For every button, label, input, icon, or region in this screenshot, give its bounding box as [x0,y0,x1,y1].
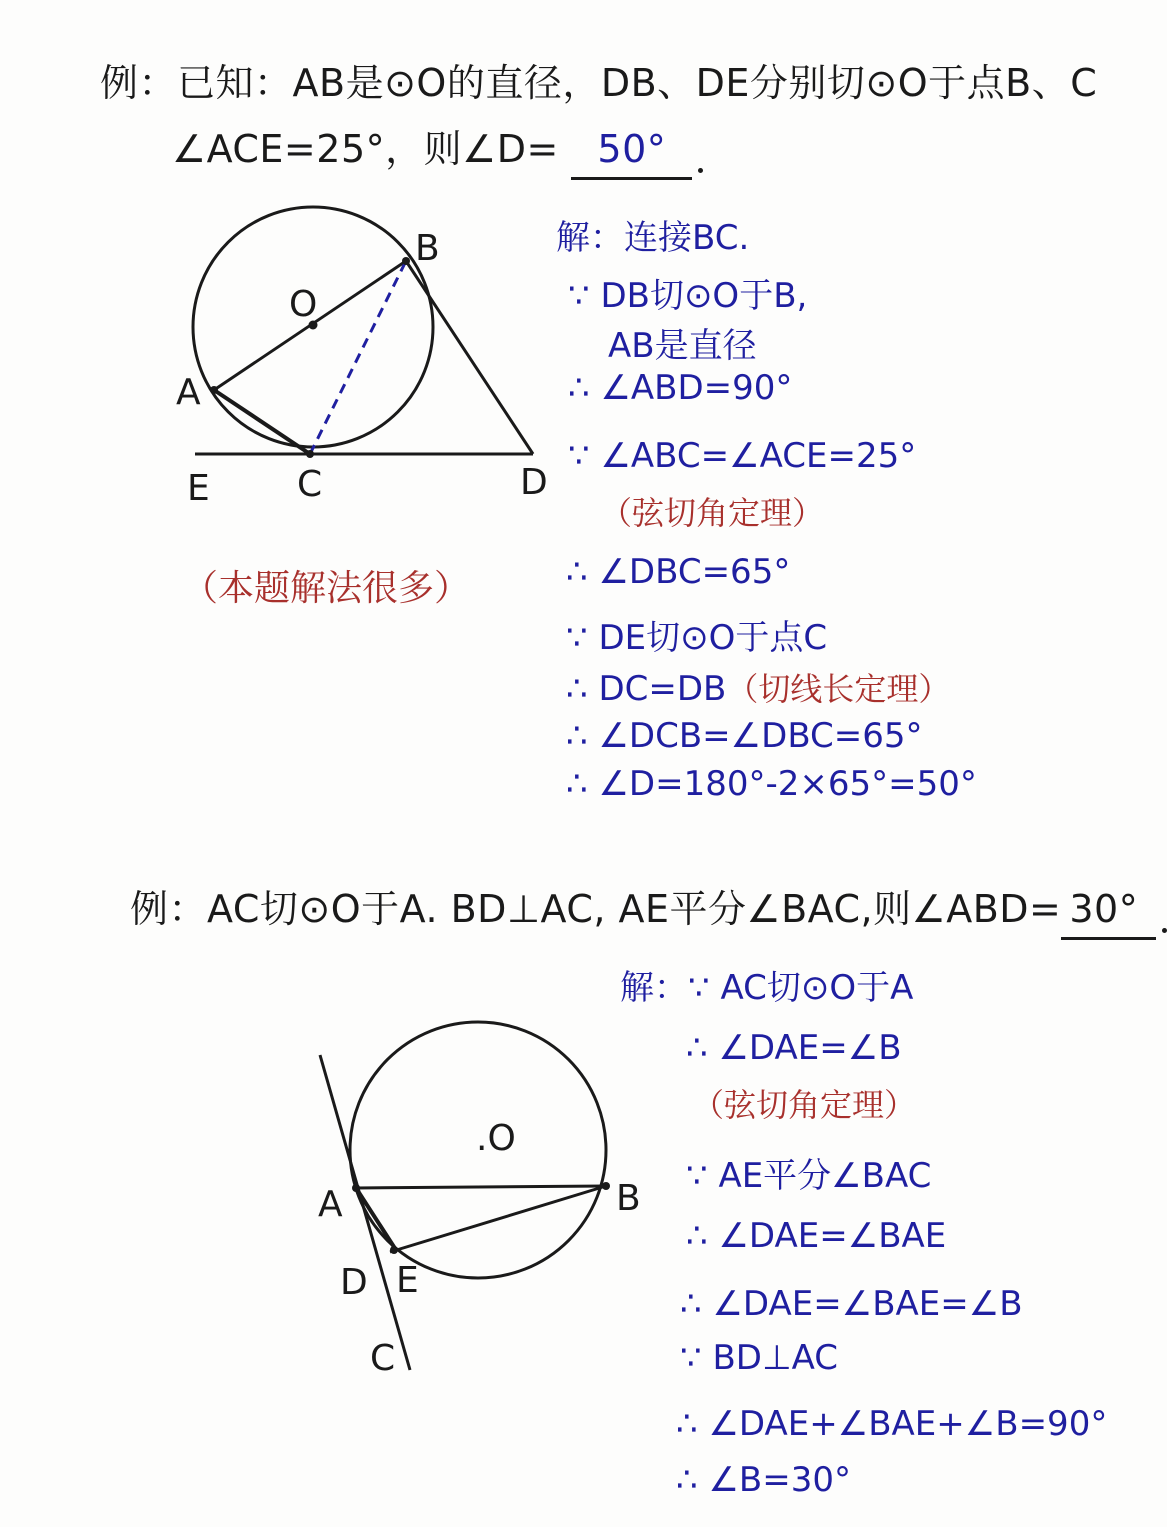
figure2 [320,1022,610,1370]
fig1-label-c: C [297,464,323,505]
fig2-label-c: C [370,1338,396,1379]
fig1-label-a: A [176,372,201,413]
ex1-step-9-reason: （切线长定理） [726,670,951,708]
ex2-step-1: 解：∵ AC切⊙O于A [620,968,914,1008]
fig1-label-o: O [289,284,318,325]
ex1-step-6: （弦切角定理） [600,494,825,532]
fig1-label-d: D [520,462,548,503]
fig2-point-b [602,1182,610,1190]
ex2-step-5: ∴ ∠DAE=∠BAE [686,1216,947,1256]
fig2-label-d: D [340,1262,368,1303]
example1-problem-line1: 例：已知：AB是⊙O的直径，DB、DE分别切⊙O于点B、C [100,61,1098,105]
example1-answer: 50° [571,127,692,180]
fig2-label-a: A [318,1184,343,1225]
example2-problem-text: 例：AC切⊙O于A. BD⊥AC, AE平分∠BAC,则∠ABD= [130,887,1062,931]
fig2-chord-ab [356,1186,606,1188]
fig1-point-c [306,450,314,458]
fig1-label-b: B [415,228,440,269]
fig2-point-e [390,1246,398,1254]
example1-note: （本题解法很多） [182,568,471,609]
ex1-step-3: AB是直径 [608,326,757,366]
ex2-step-3: （弦切角定理） [692,1086,917,1124]
ex1-step-10: ∴ ∠DCB=∠DBC=65° [566,716,923,756]
fig2-point-a [352,1184,360,1192]
example2-answer: 30° [1061,887,1156,940]
fig1-chord-ac [214,390,310,454]
ex2-step-9: ∴ ∠B=30° [676,1460,851,1500]
ex2-step-8: ∴ ∠DAE+∠BAE+∠B=90° [676,1404,1108,1444]
period-dot-2 [1162,928,1167,933]
fig2-line-bd [390,1186,606,1252]
fig2-label-b: B [616,1178,641,1219]
fig1-tangent-db [406,261,533,454]
figure1 [193,207,533,458]
ex2-step-4: ∵ AE平分∠BAC [686,1156,932,1196]
ex1-step-2: ∵ DB切⊙O于B, [568,276,808,316]
ex1-step-9-main: ∴ DC=DB [566,669,727,709]
ex1-step-7: ∴ ∠DBC=65° [566,552,791,592]
fig2-label-e: E [396,1260,419,1301]
ex1-step-5: ∵ ∠ABC=∠ACE=25° [568,436,917,476]
ex1-step-11: ∴ ∠D=180°-2×65°=50° [566,764,977,804]
ex1-step-9 [566,664,950,710]
ex1-step-8: ∵ DE切⊙O于点C [566,618,828,658]
fig2-chord-ae [356,1188,396,1250]
ex1-step-4: ∴ ∠ABD=90° [568,368,793,408]
ex1-step-1: 解：连接BC. [556,218,750,258]
example2-problem [130,878,1167,933]
fig1-label-e: E [187,468,210,509]
fig1-dashed-bc [310,261,406,454]
ex2-step-7: ∵ BD⊥AC [680,1338,838,1378]
fig1-point-b [402,257,410,265]
fig2-label-o: .O [476,1118,516,1159]
fig1-point-a [210,386,218,394]
ex2-step-6: ∴ ∠DAE=∠BAE=∠B [680,1284,1023,1324]
ex2-step-2: ∴ ∠DAE=∠B [686,1028,902,1068]
example1-problem-prefix: ∠ACE=25°，则∠D= [172,127,559,171]
